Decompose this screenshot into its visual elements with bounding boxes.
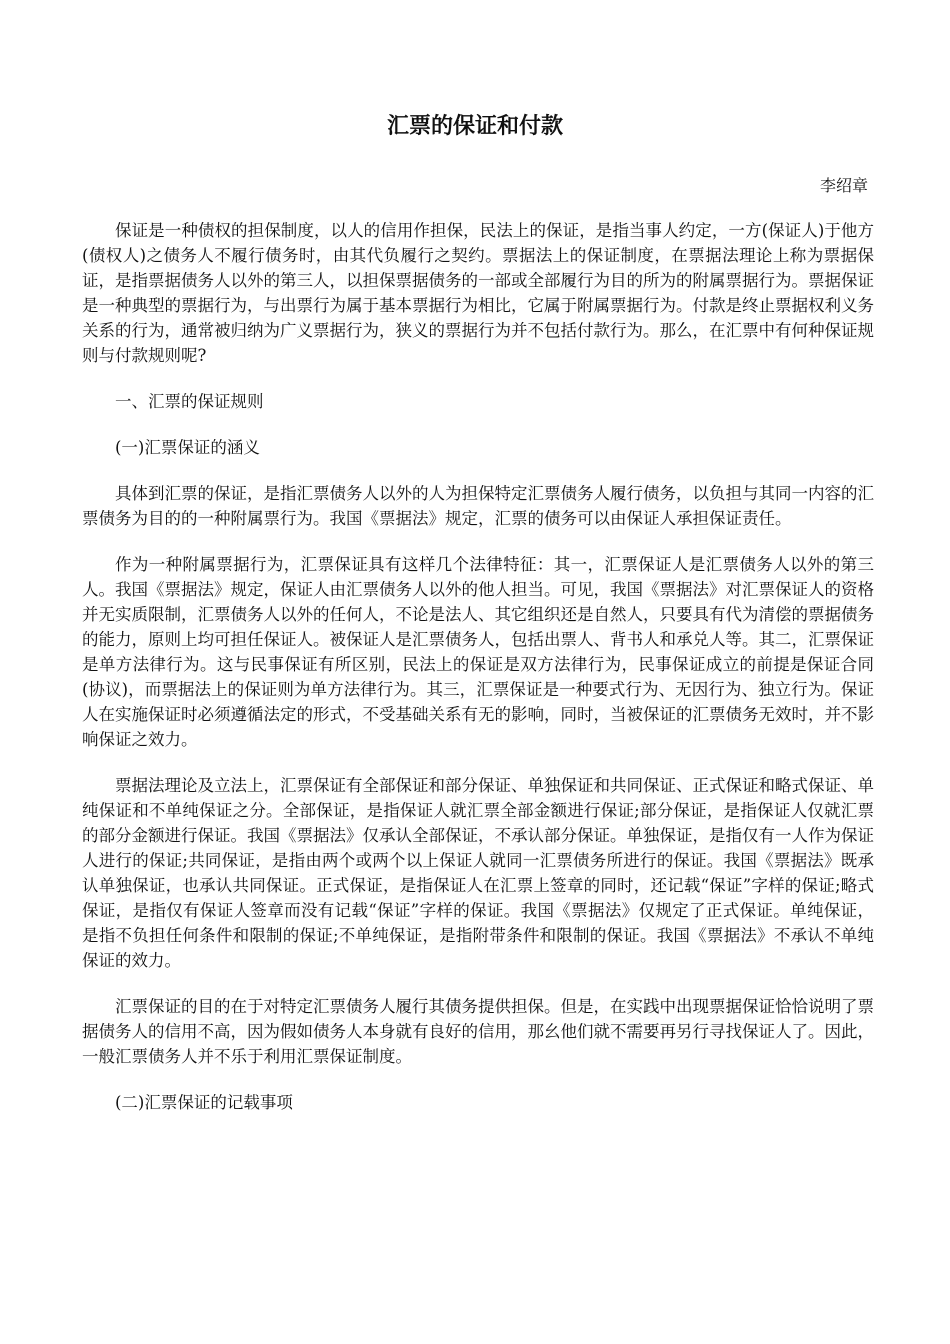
section-heading-1: 一、汇票的保证规则 bbox=[115, 392, 264, 411]
author-name: 李绍章 bbox=[819, 176, 868, 195]
paragraph-features: 作为一种附属票据行为，汇票保证具有这样几个法律特征：其一，汇票保证人是汇票债务人以外的第三人。我国《票据法》规定，保证人由汇票债务人以外的他人担当。可见，我国《票据法》对汇票保证人的资格并无实质限制，汇票债务人以外的任何人，不论是法人、其它组织还是自然人，只要具有代为清偿的票据债务的能力，原则上均可担任保证人。被保证人是汇票债务人，包括出票人、背书人和承兑人等。其二，汇票保证是单方法律行为。这与民事保证有所区别，民法上的保证是双方法律行为，民事保证成立的前提是保证合同(协议)，而票据法上的保证则为单方法律行为。其三，汇票保证是一种要式行为、无因行为、独立行为。保证人在实施保证时必须遵循法定的形式，不受基础关系有无的影响，同时，当被保证的汇票债务无效时，并不影响保证之效力。 bbox=[82, 555, 874, 749]
paragraph-intro: 保证是一种债权的担保制度，以人的信用作担保，民法上的保证，是指当事人约定，一方(保证人)于他方(债权人)之债务人不履行债务时，由其代负履行之契约。票据法上的保证制度，在票据法理论上称为票据保证，是指票据债务人以外的第三人，以担保票据债务的一部或全部履行为目的所为的附属票据行为。票据保证是一种典型的票据行为，与出票行为属于基本票据行为相比，它属于附属票据行为。付款是终止票据权利义务关系的行为，通常被归纳为广义票据行为，狭义的票据行为并不包括付款行为。那么，在汇票中有何种保证规则与付款规则呢? bbox=[82, 221, 874, 365]
paragraph-definition: 具体到汇票的保证，是指汇票债务人以外的人为担保特定汇票债务人履行债务，以负担与其同一内容的汇票债务为目的的一种附属票行为。我国《票据法》规定，汇票的债务可以由保证人承担保证责任。 bbox=[82, 484, 874, 528]
document-body bbox=[82, 218, 874, 1136]
paragraph-types: 票据法理论及立法上，汇票保证有全部保证和部分保证、单独保证和共同保证、正式保证和略式保证、单纯保证和不单纯保证之分。全部保证，是指保证人就汇票全部金额进行保证;部分保证，是指保证人仅就汇票的部分金额进行保证。我国《票据法》仅承认全部保证，不承认部分保证。单独保证，是指仅有一人作为保证人进行的保证;共同保证，是指由两个或两个以上保证人就同一汇票债务所进行的保证。我国《票据法》既承认单独保证，也承认共同保证。正式保证，是指保证人在汇票上签章的同时，还记载“保证”字样的保证;略式保证，是指仅有保证人签章而没有记载“保证”字样的保证。我国《票据法》仅规定了正式保证。单纯保证，是指不负担任何条件和限制的保证;不单纯保证，是指附带条件和限制的保证。我国《票据法》不承认不单纯保证的效力。 bbox=[82, 776, 874, 970]
subsection-heading-2: (二)汇票保证的记载事项 bbox=[115, 1093, 293, 1112]
document-title: 汇票的保证和付款 bbox=[386, 114, 563, 139]
paragraph-purpose: 汇票保证的目的在于对特定汇票债务人履行其债务提供担保。但是，在实践中出现票据保证恰恰说明了票据债务人的信用不高，因为假如债务人本身就有良好的信用，那幺他们就不需要再另行寻找保证人了。因此，一般汇票债务人并不乐于利用汇票保证制度。 bbox=[82, 997, 874, 1066]
subsection-heading-1: (一)汇票保证的涵义 bbox=[115, 438, 260, 457]
